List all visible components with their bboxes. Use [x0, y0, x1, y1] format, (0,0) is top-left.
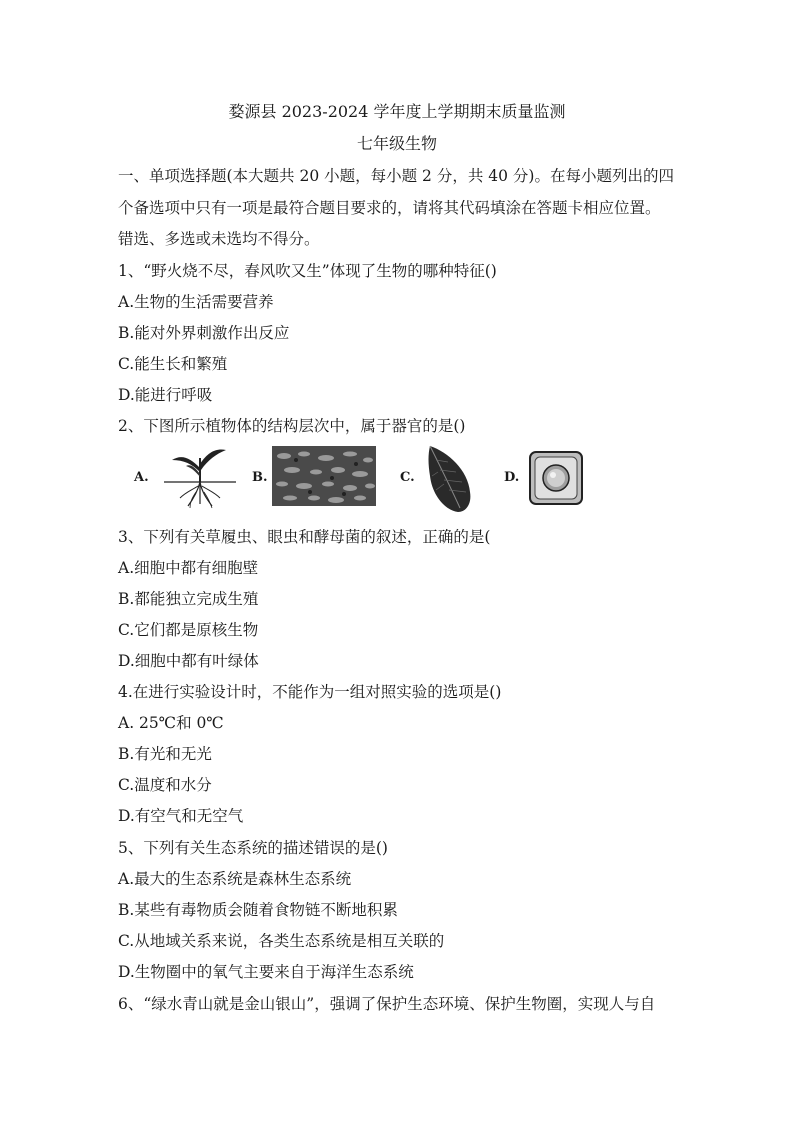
question-1-option-d: D.能进行呼吸 [118, 386, 213, 404]
figure-label-d: D. [504, 470, 520, 485]
plant-seedling-image [160, 444, 240, 510]
exam-title: 婺源县 2023-2024 学年度上学期期末质量监测 [228, 102, 566, 121]
question-2-stem: 2、下图所示植物体的结构层次中，属于器官的是() [118, 417, 466, 435]
question-5-stem: 5、下列有关生态系统的描述错误的是() [118, 839, 388, 857]
plant-tissue-image [272, 446, 376, 506]
question-1-option-a: A.生物的生活需要营养 [118, 293, 274, 311]
section-instructions-line-1: 一、单项选择题(本大题共 20 小题，每小题 2 分，共 40 分)。在每小题列出的四 [118, 167, 674, 185]
exam-subtitle: 七年级生物 [356, 134, 437, 153]
leaf-image [422, 442, 478, 514]
question-5-option-a: A.最大的生态系统是森林生态系统 [118, 870, 352, 888]
question-4-option-c: C.温度和水分 [118, 776, 212, 794]
question-6-stem: 6、“绿水青山就是金山银山”，强调了保护生态环境、保护生物圈，实现人与自 [118, 995, 656, 1013]
question-5-option-d: D.生物圈中的氧气主要来自于海洋生态系统 [118, 963, 414, 981]
question-4-option-b: B.有光和无光 [118, 745, 212, 763]
question-2-figures [128, 440, 598, 520]
plant-cell-image [528, 450, 584, 506]
question-5-option-c: C.从地域关系来说，各类生态系统是相互关联的 [118, 932, 445, 950]
section-instructions-line-2: 个备选项中只有一项是最符合题目要求的，请将其代码填涂在答题卡相应位置。 [118, 199, 661, 217]
question-4-stem: 4.在进行实验设计时，不能作为一组对照实验的选项是() [118, 683, 502, 701]
question-1-stem: 1、“野火烧不尽，春风吹又生”体现了生物的哪种特征() [118, 262, 497, 280]
question-4-option-d: D.有空气和无空气 [118, 807, 244, 825]
question-1-option-b: B.能对外界刺激作出反应 [118, 324, 290, 342]
question-3-option-a: A.细胞中都有细胞壁 [118, 559, 259, 577]
figure-label-b: B. [252, 470, 268, 485]
question-4-option-a: A. 25℃和 0℃ [118, 714, 224, 732]
question-5-option-b: B.某些有毒物质会随着食物链不断地积累 [118, 901, 398, 919]
question-3-option-b: B.都能独立完成生殖 [118, 590, 259, 608]
section-instructions-line-3: 错选、多选或未选均不得分。 [118, 230, 320, 248]
question-1-option-c: C.能生长和繁殖 [118, 355, 228, 373]
question-3-option-d: D.细胞中都有叶绿体 [118, 652, 259, 670]
question-3-option-c: C.它们都是原核生物 [118, 621, 259, 639]
figure-label-a: A. [134, 470, 149, 485]
question-3-stem: 3、下列有关草履虫、眼虫和酵母菌的叙述，正确的是( [118, 528, 491, 546]
figure-label-c: C. [400, 470, 415, 485]
